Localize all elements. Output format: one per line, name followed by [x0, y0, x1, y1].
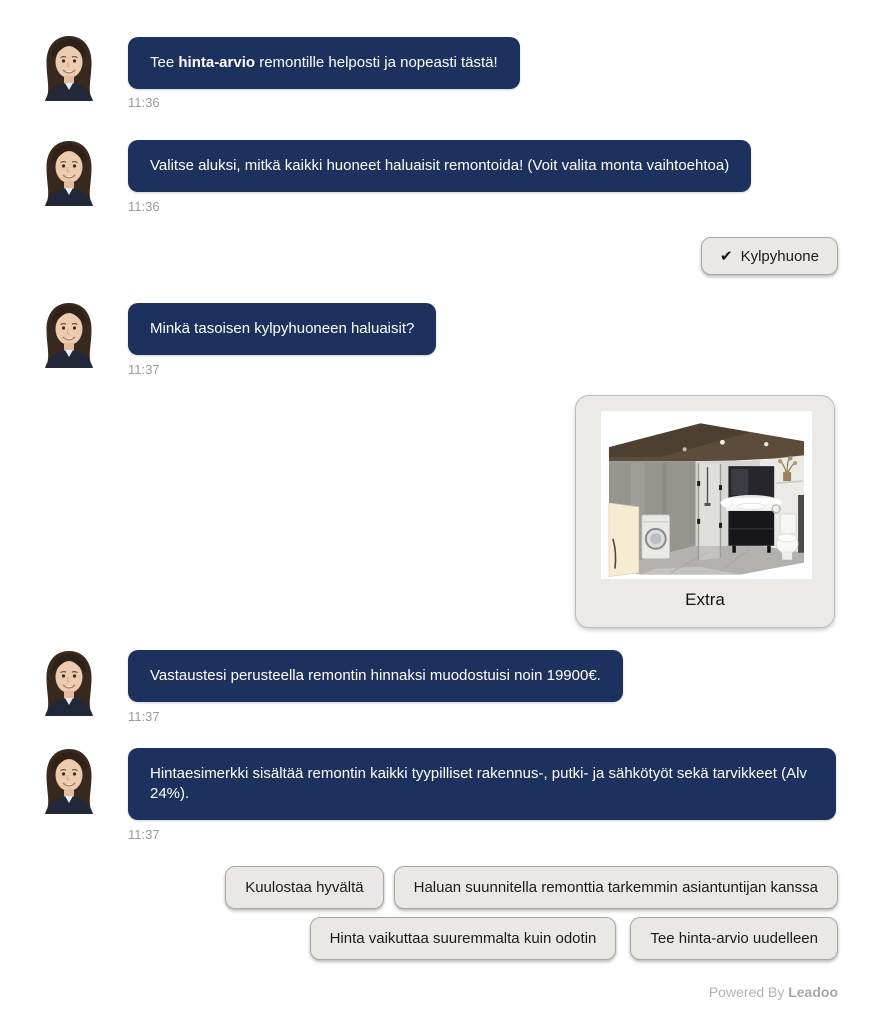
check-icon: ✔	[720, 248, 733, 265]
option-card-label: Extra	[685, 590, 725, 609]
bot-message-bubble	[128, 303, 436, 355]
bot-message-bubble	[128, 650, 623, 702]
bathroom-image	[601, 411, 812, 579]
agent-avatar	[38, 300, 100, 368]
quick-reply-hinta-vaikuttaa[interactable]: Hinta vaikuttaa suuremmalta kuin odotin	[310, 917, 617, 960]
bot-message-bubble	[128, 37, 520, 89]
message-timestamp: 11:37	[128, 827, 160, 842]
powered-by-footer	[709, 984, 838, 1000]
user-reply-label: Kylpyhuone	[740, 247, 819, 265]
quick-replies-row-2	[310, 917, 838, 960]
bot-message-bubble	[128, 140, 751, 192]
quick-replies-row-1	[225, 866, 838, 909]
message-timestamp: 11:37	[128, 709, 160, 724]
bot-message-text: Minkä tasoisen kylpyhuoneen haluaisit?	[150, 320, 415, 337]
quick-reply-kuulostaa-hyvalta[interactable]: Kuulostaa hyvältä	[225, 866, 383, 909]
agent-avatar	[38, 746, 100, 814]
option-card-extra[interactable]	[575, 395, 835, 628]
agent-avatar	[38, 138, 100, 206]
bot-message-text-bold: hinta-arvio	[178, 54, 256, 71]
bot-message-text: Hintaesimerkki sisältää remontin kaikki tyypilliset rakennus-, putki- ja sähkötyöt sekä tarvikkeet (Alv 24%).	[150, 765, 807, 802]
user-reply-kylpyhuone[interactable]	[701, 237, 838, 275]
bot-message-text: Vastaustesi perusteella remontin hinnaksi muodostuisi noin 19900€.	[150, 667, 601, 684]
powered-by-text: Powered By	[708, 984, 789, 1000]
leadoo-brand-link[interactable]: Leadoo	[788, 984, 838, 1000]
bot-message-text: Valitse aluksi, mitkä kaikki huoneet haluaisit remontoida! (Voit valita monta vaihtoehtoa)	[150, 157, 730, 174]
agent-avatar	[38, 648, 100, 716]
message-timestamp: 11:36	[128, 95, 160, 110]
quick-reply-tee-hinta-arvio-uudelleen[interactable]: Tee hinta-arvio uudelleen	[630, 917, 838, 960]
bot-message-text: Tee	[150, 54, 179, 71]
quick-reply-haluan-suunnitella[interactable]: Haluan suunnitella remonttia tarkemmin asiantuntijan kanssa	[394, 866, 838, 909]
agent-avatar	[38, 33, 100, 101]
message-timestamp: 11:37	[128, 362, 160, 377]
bot-message-bubble	[128, 748, 836, 820]
bot-message-text: remontille helposti ja nopeasti tästä!	[255, 54, 498, 71]
message-timestamp: 11:36	[128, 199, 160, 214]
